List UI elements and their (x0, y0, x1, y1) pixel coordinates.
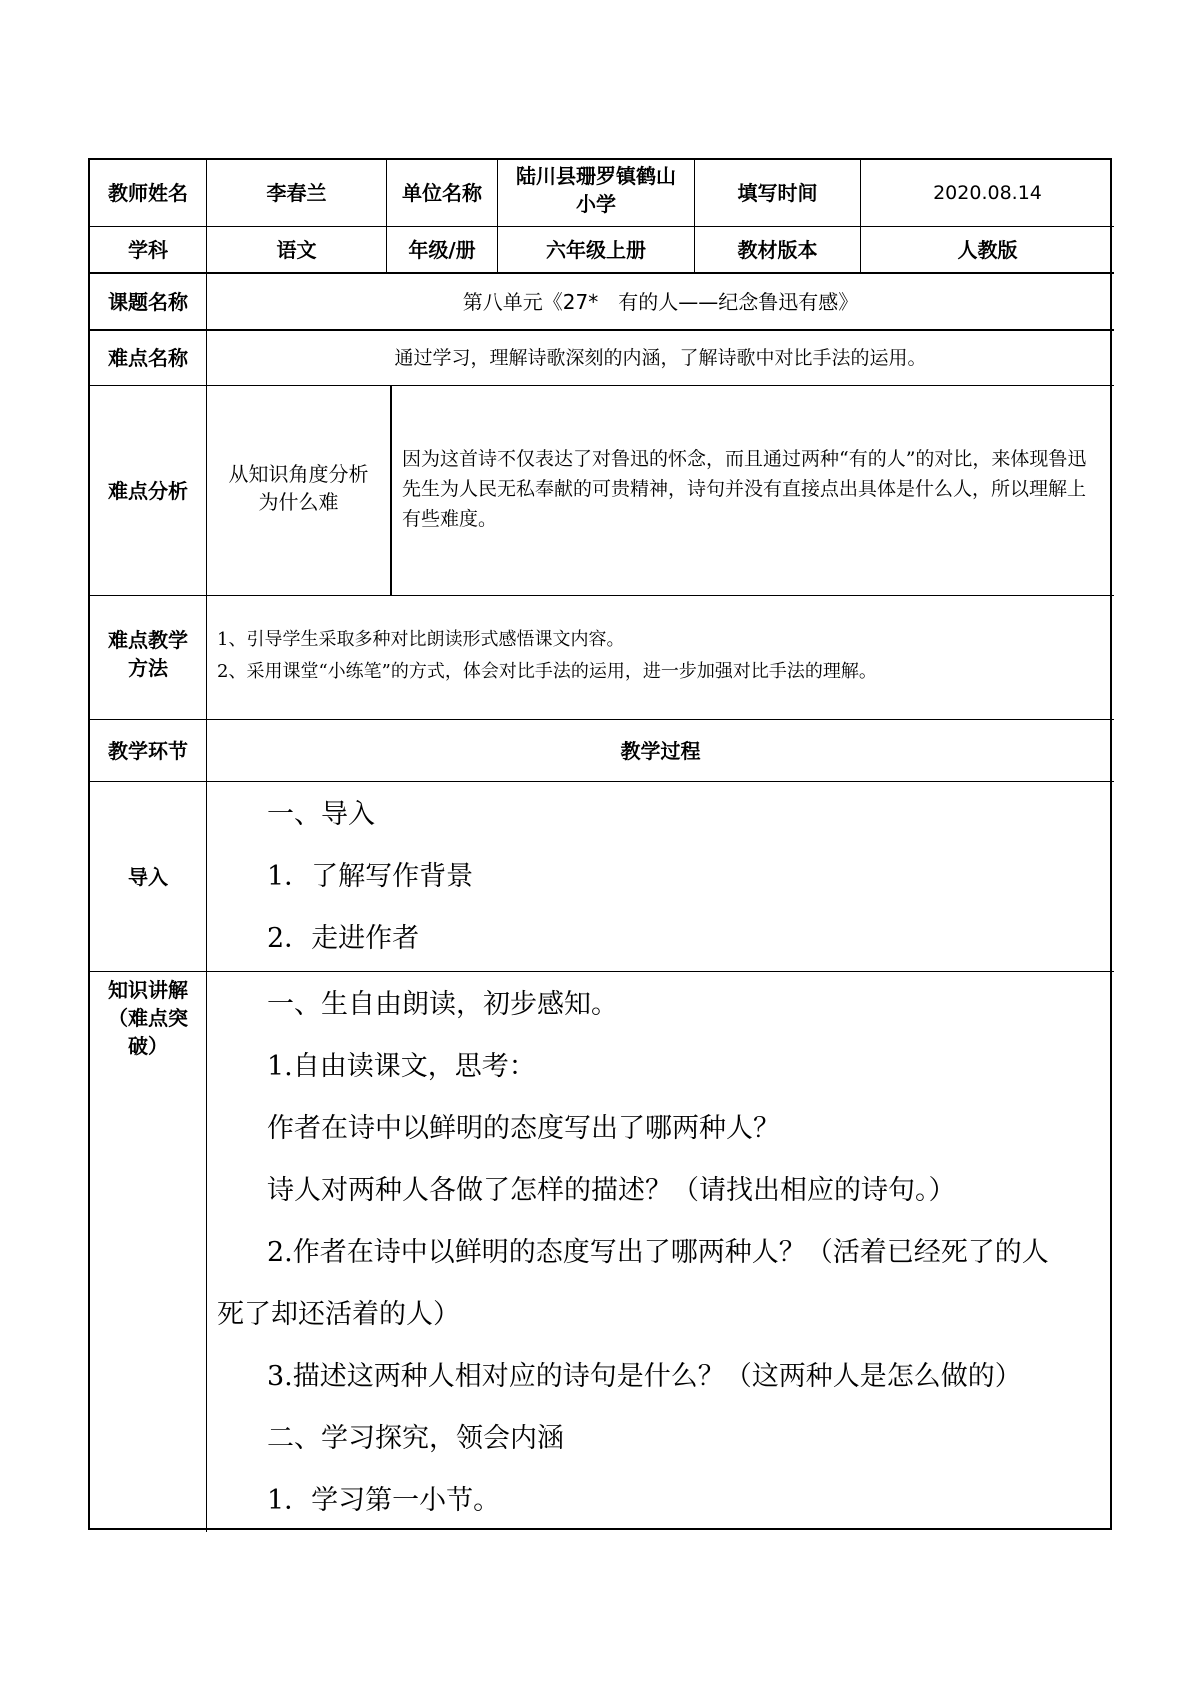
knowledge-line: 死了却还活着的人） (217, 1299, 460, 1330)
grade-value: 六年级上册 (498, 227, 695, 273)
fill-date-label: 填写时间 (695, 160, 861, 227)
intro-label: 导入 (90, 782, 207, 972)
method-label: 难点教学 方法 (90, 596, 207, 720)
knowledge-label: 知识讲解 （难点突 破） (90, 972, 207, 1532)
analysis-label: 难点分析 (90, 386, 207, 596)
intro-line: 2．走进作者 (267, 923, 420, 954)
edition-label: 教材版本 (695, 227, 861, 273)
knowledge-line: 3.描述这两种人相对应的诗句是什么？（这两种人是怎么做的） (267, 1361, 1022, 1392)
knowledge-line: 一、生自由朗读，初步感知。 (267, 989, 618, 1020)
knowledge-line: 二、学习探究，领会内涵 (267, 1423, 564, 1454)
knowledge-line: 诗人对两种人各做了怎样的描述？（请找出相应的诗句。） (267, 1175, 956, 1206)
lesson-title-value: 第八单元《27* 有的人——纪念鲁迅有感》 (207, 273, 1114, 330)
lesson-title-label: 课题名称 (90, 273, 207, 330)
unit-name-value: 陆川县珊罗镇鹤山 小学 (498, 160, 695, 227)
method-item: 1、引导学生采取多种对比朗读形式感悟课文内容。 (217, 629, 625, 650)
method-list (207, 596, 1114, 720)
method-item: 2、采用课堂“小练笔”的方式，体会对比手法的运用，进一步加强对比手法的理解。 (217, 661, 877, 682)
process-header: 教学过程 (207, 720, 1114, 782)
subject-value: 语文 (207, 227, 387, 273)
teacher-name-value: 李春兰 (207, 160, 387, 227)
intro-line: 1．了解写作背景 (267, 861, 474, 892)
intro-line: 一、导入 (267, 799, 375, 830)
stage-header: 教学环节 (90, 720, 207, 782)
teacher-name-label: 教师姓名 (90, 160, 207, 227)
unit-name-label: 单位名称 (387, 160, 498, 227)
difficulty-value: 通过学习，理解诗歌深刻的内涵，了解诗歌中对比手法的运用。 (207, 330, 1114, 386)
knowledge-line: 1．学习第一小节。 (267, 1485, 501, 1516)
difficulty-label: 难点名称 (90, 330, 207, 386)
analysis-subtitle: 从知识角度分析 为什么难 (207, 386, 392, 596)
knowledge-line: 1.自由读课文，思考： (267, 1051, 536, 1082)
fill-date-value: 2020.08.14 (861, 160, 1114, 227)
lesson-plan-table (88, 158, 1112, 1530)
grade-label: 年级/册 (387, 227, 498, 273)
knowledge-content (207, 972, 1114, 1532)
subject-label: 学科 (90, 227, 207, 273)
analysis-text: 因为这首诗不仅表达了对鲁迅的怀念，而且通过两种“有的人”的对比，来体现鲁迅先生为人民无私奉献的可贵精神，诗句并没有直接点出具体是什么人，所以理解上有些难度。 (392, 386, 1114, 596)
knowledge-line: 2.作者在诗中以鲜明的态度写出了哪两种人？（活着已经死了的人 (267, 1237, 1049, 1268)
intro-content (207, 782, 1114, 972)
knowledge-line: 作者在诗中以鲜明的态度写出了哪两种人？ (267, 1113, 780, 1144)
edition-value: 人教版 (861, 227, 1114, 273)
